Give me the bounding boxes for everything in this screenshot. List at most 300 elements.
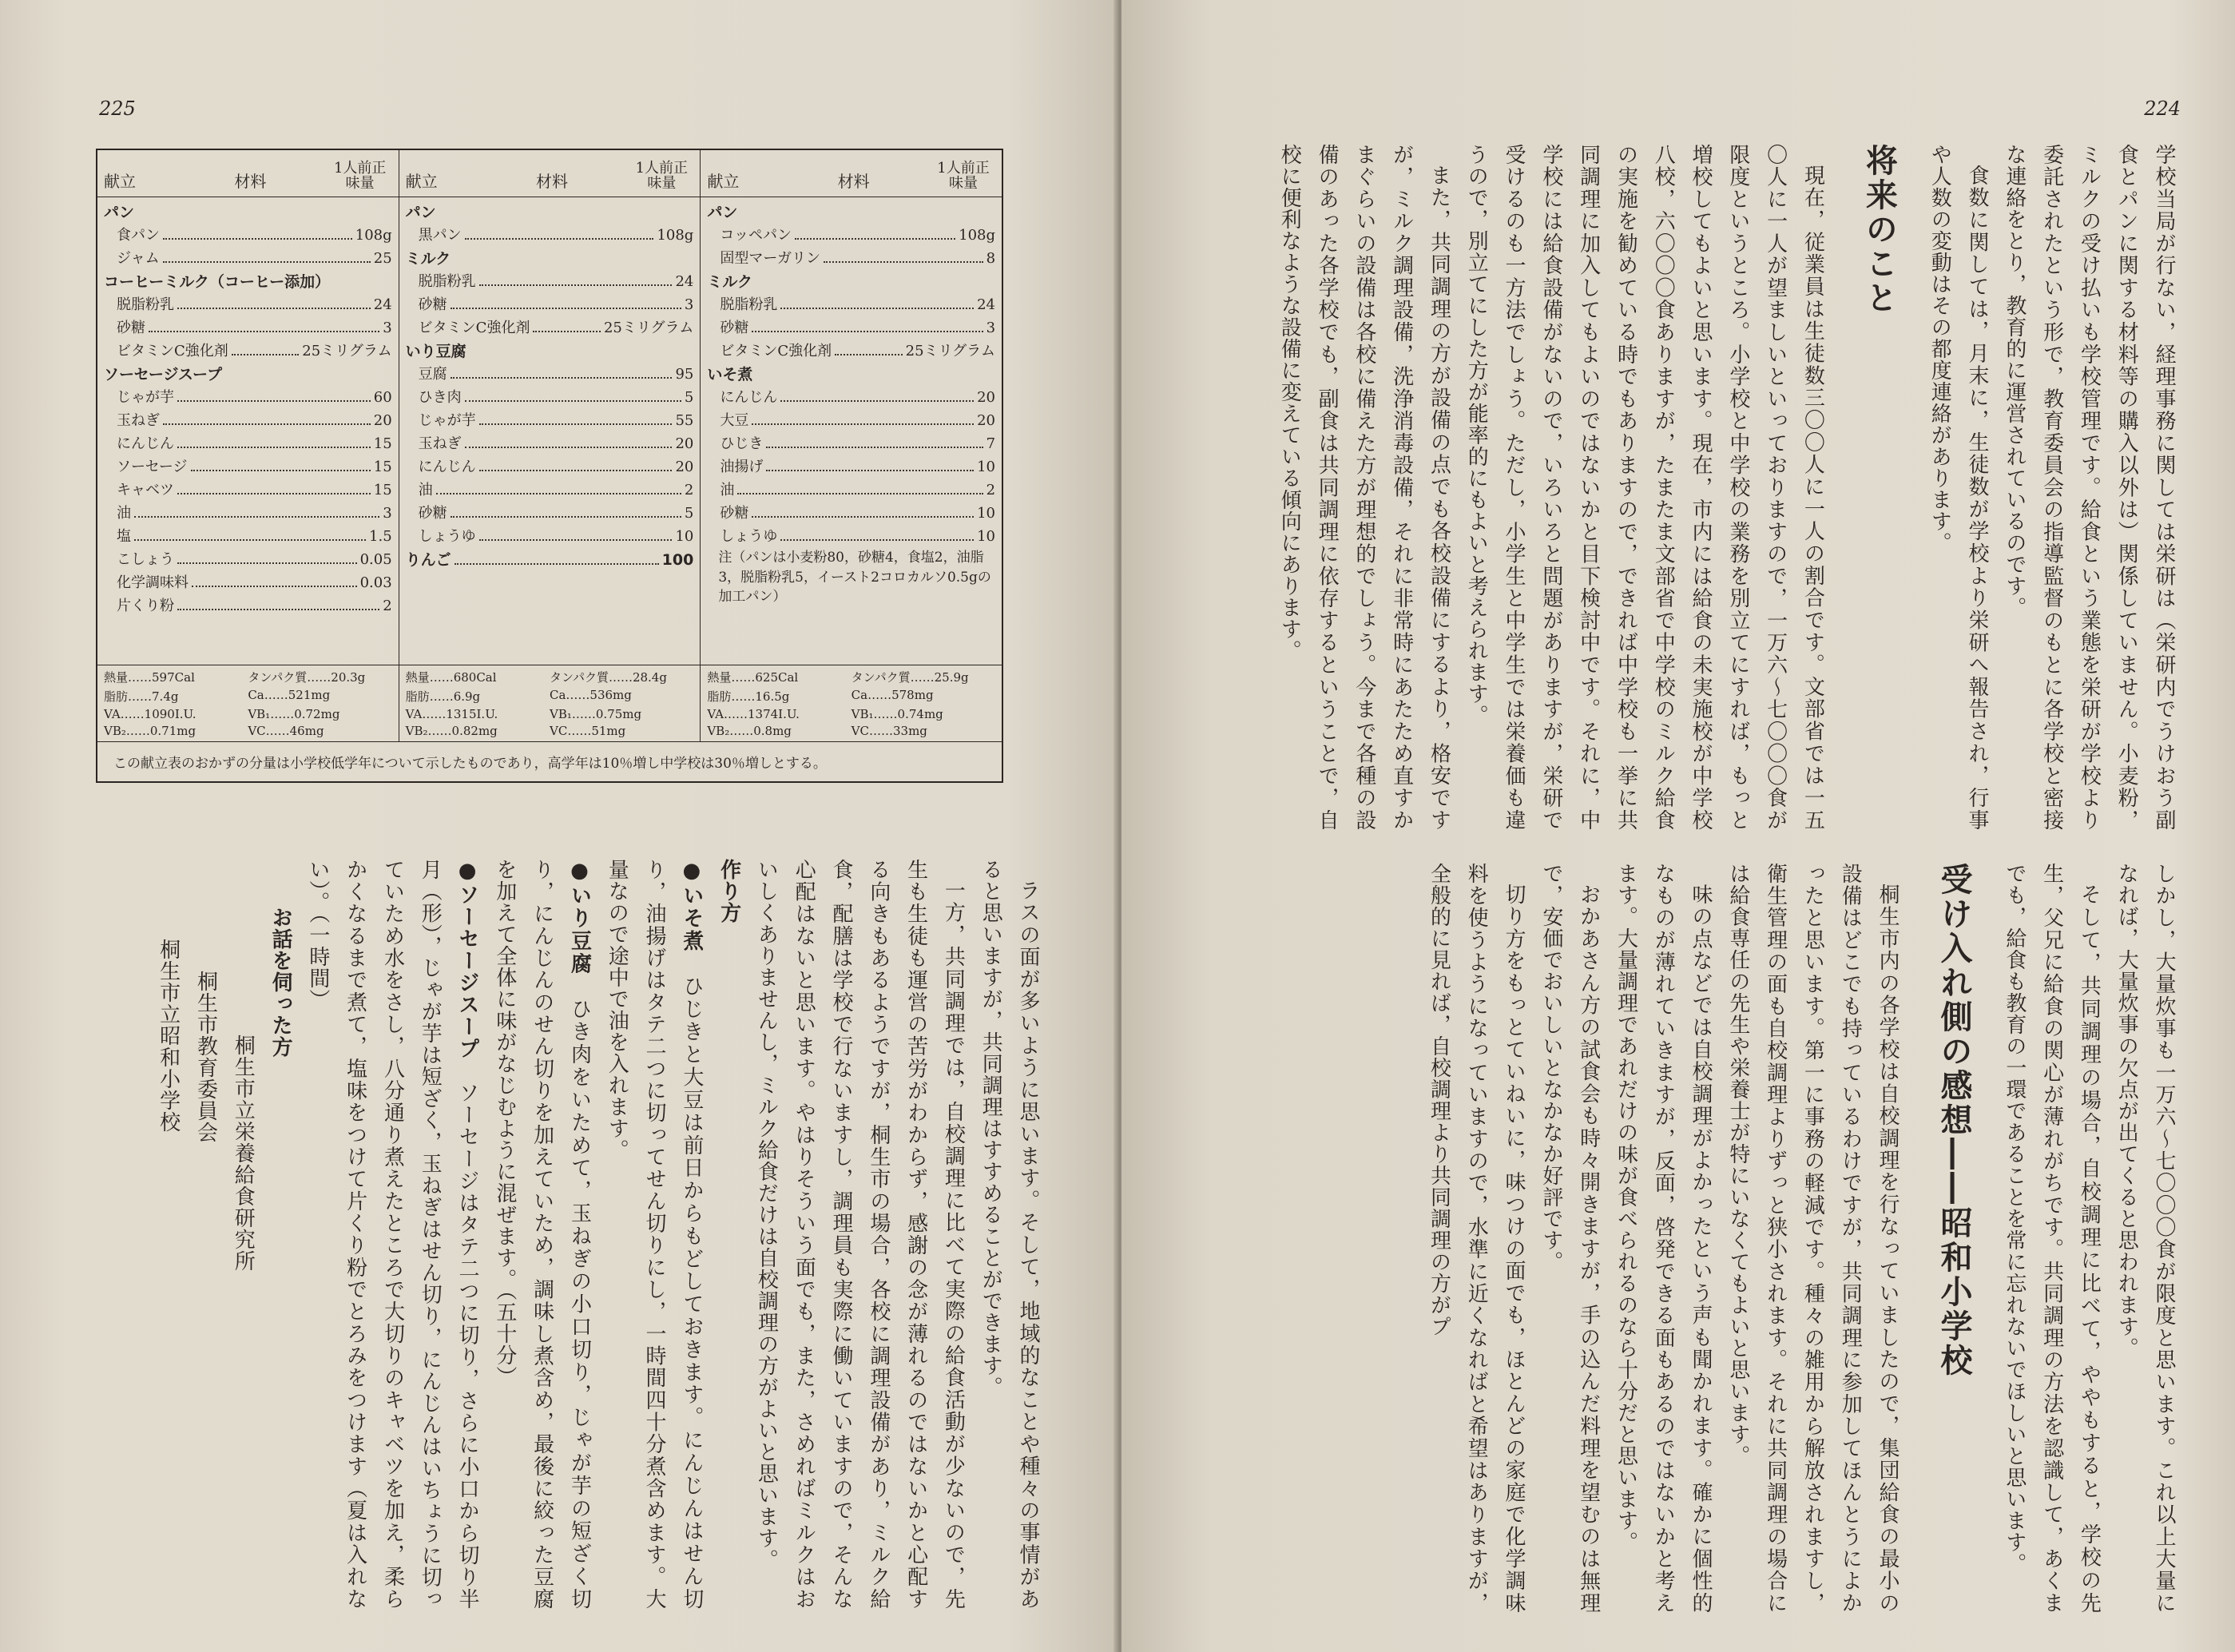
leader-dots [824,261,983,263]
ingredient-name: キャベツ [117,482,174,498]
recipe-text: ひじきと大豆は前日からもどしておきます。にんじんはせん切り，油揚げはタテ二つに切ってせん切りにし，一時間四十分煮含めます。大量なので途中で油を入れます。 [605,859,704,1610]
ingredient-name: ソーセージ [117,459,188,475]
nutrient-amount: 625Cal [755,670,799,685]
nutrient-amount: 25.9g [934,670,969,685]
ingredient-amount: 55 [675,412,694,429]
recipe-name: ●いり豆腐 [567,859,592,976]
recipe-text: ひき肉をいためて，玉ねぎの小口切り，じゃが芋の短ざく切り，にんじんのせん切りを加えていため，調味し煮含め，最後に絞った豆腐を加えて全体に味がなじむように混ぜます。（五十分） [492,859,592,1610]
ingredient-amount: 8 [986,250,996,267]
leader-dots [192,586,357,587]
left-paragraph: 一方，共同調理では，自校調理に比べて実際の給食活動が少ないので，先生も生徒も運営の苦労がわからず，感謝の念が薄れるのではないかと心配する向きもあるようですが，桐生市の場合，各校に調理設備があり，ミルク給食，配膳は学校で行ないますし，調理員も実際に働いていますので，そんな心配はないと思います。やはりそういう面でも，また，さめればミルクはおいしくありませんし，ミルク給食だけは自校調理の方がよいと思います。 [754,859,966,1610]
ingredient-name: 油 [720,482,735,498]
leader-dots [752,331,983,332]
ingredient-row [406,316,694,340]
credit-heading: お話を伺った方 [268,907,293,1058]
ingredient-row [104,502,392,525]
ingredient-name: ジャム [117,250,160,267]
leader-dots [766,470,974,471]
menu-table [96,149,1003,783]
dish-name: パン [707,204,738,221]
ingredient-name: 脱脂粉乳 [117,296,174,313]
nutrient-amount: 1374I.U. [748,707,800,721]
ingredient-row [406,386,694,409]
ingredient-row [707,316,995,340]
right-paragraph: また，共同調理の方が設備の点でも各校設備にするより，格安ですが，ミルク調理設備，洗浄消毒設備，それに非常時にあたため直すかまぐらいの設備は各校に備えた方が理想的でしょう。今まで各種の設備のあった各学校でも，副食は共同調理に依存するということで，自校に便利なような設備に変えている傾向にあります。 [1277,144,1451,831]
right-page [1121,0,2235,1652]
nutrient-amount: 7.4g [152,689,179,704]
nutrient-name: 脂肪 [707,689,732,704]
ingredient-name: ひじき [720,435,764,452]
nutrition-value: Ca……521mg [248,688,331,702]
table-footnote: この献立表のおかずの分量は小学校低学年について示したものであり，高学年は10％増し中学校は30％増しとする。 [97,741,1002,781]
nutrient-amount: 1090I.U. [144,707,197,721]
ingredient-name: 油揚げ [720,459,764,475]
leader-dots [795,238,955,240]
right-paragraph: おかあさん方の試食会も時々開きますが，手の込んだ料理を望むのは無理で，安価でおいしいとなかなか好評です。 [1538,863,1601,1614]
dish-row [104,201,392,224]
ingredient-amount: 24 [675,273,694,290]
right-paragraph: 学校当局が行ない，経理事務に関しては栄研は（栄研内でうけおう副食とパンに関する材料等の購入以外は）関係していません。小麦粉，ミルクの受け払いも学校管理です。給食という業態を栄研が学校より委託されたという形で，教育委員会の指導監督のもとに各学校と密接な連絡をとり，教育的に運営されているのです。 [2002,144,2176,831]
ingredient-row [707,409,995,432]
ingredient-name: ビタミンC強化剤 [720,343,832,359]
ingredient-name: にんじん [720,389,778,406]
ingredient-name: しょうゆ [418,528,476,545]
ingredient-row [406,502,694,525]
nutrient-amount: 0.8mg [753,724,792,738]
leader-dots [752,516,974,518]
nutrition-value: VB₁……0.75mg [550,707,642,721]
ingredient-row [104,224,392,247]
nutrient-name: 熱量 [405,670,430,685]
credit-line: 桐生市立昭和小学校 [156,939,181,1133]
ingredient-amount: 5 [684,389,694,406]
recipe-heading: 作り方 [717,859,741,923]
nutrient-name: Ca [550,688,566,702]
dish-name: ソーセージスープ [104,366,223,383]
leader-dots [479,470,673,471]
leader-dots [479,423,673,425]
dish-name: コーヒーミルク（コーヒー添加） [104,273,331,291]
leader-dots [752,423,974,425]
nutrient-name: VC [550,724,568,738]
ingredient-row [707,502,995,525]
nutrient-amount: 33mg [892,724,927,738]
dish-row [406,247,694,270]
leader-dots [163,423,371,425]
header-cell: 材料 [837,172,870,191]
recipe-iridofu [486,859,597,1610]
ingredient-amount: 108g [657,227,694,244]
leader-dots [533,331,601,332]
leader-dots [766,447,983,448]
ingredient-row [707,247,995,270]
ingredient-row [406,525,694,548]
menu-column [701,150,1002,665]
header-cell: 1人前正味量 [937,160,990,193]
ingredient-row [104,479,392,502]
ingredient-name: コッペパン [720,227,792,244]
ingredient-name: 食パン [117,227,160,244]
nutrient-amount: 0.72mg [294,707,340,721]
ingredient-amount: 25ミリグラム [603,320,694,336]
nutrition-value: VC……46mg [248,724,324,738]
ingredient-name: こしょう [117,551,174,568]
nutrient-amount: 20.3g [331,670,366,685]
ingredient-name: 玉ねぎ [418,435,462,452]
nutrient-name: VB₂ [707,724,730,738]
nutrition-block [97,665,399,741]
nutrition-value: 脂肪……6.9g [405,689,481,704]
ingredient-amount: 60 [373,389,392,406]
ingredient-name: 黒パン [418,227,462,244]
ingredient-amount: 5 [684,505,694,522]
dish-name: りんご [405,551,451,569]
ingredient-amount: 20 [675,459,694,475]
ingredient-row [406,409,694,432]
nutrient-amount: 0.82mg [451,724,498,738]
nutrition-value: Ca……578mg [851,688,934,702]
nutrition-value: VC……51mg [550,724,626,738]
dish-row [406,340,694,363]
ingredient-amount: 10 [977,505,996,522]
leader-dots [451,516,681,518]
nutrient-name: VC [248,724,266,738]
leader-dots [451,377,673,379]
nutrient-name: VA [104,707,121,721]
right-paragraph: 現在，従業員は生徒数三〇〇人に一人の割合です。文部省では一五〇人に一人が望ましいといっておりますので，一万六～七〇〇〇食が限度というところ。小学校と中学校の業務を別立てにすれば，もっと増校してもよいと思います。現在，市内には給食の未実施校が中学校八校，六〇〇〇食ありますが，たまたま文部省で中学校のミルク給食の実施を勧めている時でもありますので，できれば中学校も一挙に共同調理に加入してもよいのではないかと目下検討中です。それに，中学校には給食設備がないので，いろいろと問題がありますが，栄研で受けるのも一方法でしょう。ただし，小学生と中学生では栄養価も違うので，別立てにした方が能率的にもよいと考えられます。 [1464,144,1825,831]
nutrient-name: タンパク質 [851,670,911,685]
nutrition-value: VC……33mg [851,724,927,738]
leader-dots [163,238,352,240]
nutrient-name: Ca [851,688,868,702]
ingredient-row [406,363,694,386]
nutrient-name: 熱量 [104,670,129,685]
leader-dots [455,563,659,565]
ingredient-row [104,316,392,340]
ingredient-name: 片くり粉 [117,598,174,614]
ingredient-name: 脱脂粉乳 [720,296,778,313]
nutrition-value: 脂肪……7.4g [104,689,179,704]
ingredient-row [406,270,694,293]
ingredient-row [406,224,694,247]
ingredient-amount: 3 [684,296,694,313]
leader-dots [177,400,371,402]
ingredient-row [104,340,392,363]
header-cell: 献立 [707,172,740,191]
nutrient-name: VA [405,707,423,721]
ingredient-name: じゃが芋 [418,412,476,429]
table-header [701,150,1002,197]
nutrition-value: VB₁……0.72mg [248,707,340,721]
ingredient-amount: 15 [373,482,392,498]
nutrition-value: VB₂……0.82mg [405,724,498,738]
ingredient-name: 塩 [117,528,131,545]
ingredient-name: 砂糖 [117,320,145,336]
leader-dots [177,493,371,494]
leader-dots [451,308,681,309]
nutrient-name: VC [851,724,869,738]
menu-column [399,150,701,665]
recipe-text: ソーセージはタテ二つに切り，さらに小口から切り半月（形），じゃが芋は短ざく，玉ねぎはせん切り，にんじんはいちょうに切っていため水をさし，八分通り煮えたところで大切りのキャベツを加え，柔らかくなるまで煮て，塩味をつけて片くり粉でとろみをつけます（夏は入れない）。（一時間） [305,859,480,1610]
ingredient-amount: 3 [986,320,996,336]
dish-name: いそ煮 [707,366,753,383]
ingredient-name: 油 [117,505,131,522]
nutrition-value: 熱量……625Cal [707,670,799,685]
dish-row [406,548,694,571]
nutrition-block [701,665,1002,741]
nutrient-amount: 0.71mg [149,724,197,738]
leader-dots [177,308,371,309]
ingredient-row [104,548,392,571]
ingredient-name: 油 [418,482,433,498]
nutrient-amount: 0.74mg [897,707,943,721]
nutrition-value: Ca……536mg [550,688,632,702]
ingredient-row [406,432,694,455]
recipe-name: ●いそ煮 [679,859,704,953]
ingredient-amount: 20 [977,389,996,406]
nutrient-name: VA [707,707,724,721]
leader-dots [191,470,371,471]
nutrient-amount: 46mg [289,724,324,738]
section-heading-reception: 受け入れ側の感想――昭和小学校 [1935,863,1973,1378]
dish-row [104,363,392,386]
ingredient-row [104,293,392,316]
right-paragraph: 食数に関しては，月末に，生徒数が学校より栄研へ報告され，行事や人数の変動はその都度連絡があります。 [1927,144,1990,831]
ingredient-row [707,224,995,247]
leader-dots [163,261,371,263]
ingredient-amount: 25 [373,250,392,267]
nutrient-amount: 1315I.U. [446,707,498,721]
leader-dots [835,354,903,355]
ingredient-amount: 10 [977,459,996,475]
ingredient-amount: 10 [977,528,996,545]
right-paragraph: しかし，大量炊事も一万六～七〇〇〇食が限度と思います。これ以上大量になれば，大量炊事の欠点が出てくると思われます。 [2114,863,2176,1614]
ingredient-row [707,386,995,409]
ingredient-name: 砂糖 [418,505,447,522]
header-cell: 材料 [536,172,568,191]
ingredient-name: 玉ねぎ [117,412,160,429]
nutrition-value: 脂肪……16.5g [707,689,790,704]
ingredient-row [104,571,392,594]
nutrition-value: VB₂……0.8mg [707,724,792,738]
leader-dots [134,516,379,518]
ingredient-amount: 7 [986,435,996,452]
nutrient-name: 熱量 [707,670,732,685]
ingredient-row [104,247,392,270]
nutrition-value: VA……1315I.U. [405,707,498,721]
ingredient-name: しょうゆ [720,528,778,545]
nutrition-value: VB₁……0.74mg [851,707,943,721]
ingredient-amount: 1.5 [369,528,392,545]
dish-name: ミルク [405,250,451,268]
ingredient-row [104,409,392,432]
ingredient-row [104,455,392,479]
header-cell: 1人前正味量 [333,160,387,193]
ingredient-amount: 2 [383,598,392,614]
right-paragraph: そして，共同調理の場合，自校調理に比べて，ややもすると，学校の先生，父兄に給食の関心が薄れがちです。共同調理の方法を認識して，あくまでも，給食も教育の一環であることを常に忘れないでほしいと思います。 [2002,863,2102,1614]
ingredient-name: 大豆 [720,412,749,429]
ingredient-row [406,293,694,316]
nutrient-amount: 28.4g [632,670,667,685]
nutrition-value: VB₂……0.71mg [104,724,197,738]
leader-dots [465,447,673,448]
ingredient-name: 脱脂粉乳 [418,273,476,290]
ingredient-row [707,340,995,363]
header-cell: 献立 [104,172,136,191]
ingredient-amount: 95 [675,366,694,383]
ingredient-row [707,479,995,502]
right-paragraph: 切り方をもっとていねいに，味つけの面でも，ほとんどの家庭で化学調味料を使うようになっていますので，水準に近くなればと希望はありますが，全般的に見れば，自校調理より共同調理の方がプ [1427,863,1526,1614]
leader-dots [134,539,366,541]
ingredient-name: にんじん [117,435,174,452]
ingredient-amount: 24 [373,296,392,313]
right-paragraph: 味の点などでは自校調理がよかったという声も聞かれます。確かに個性的なものが薄れていきますが，反面，啓発できる面もあるのではないかと考えます。大量調理であれだけの味が食べられるのなら十分だと思います。 [1614,863,1713,1614]
right-page-number: 224 [2144,97,2181,120]
nutrient-amount: 597Cal [152,670,195,685]
ingredient-row [707,293,995,316]
ingredient-amount: 10 [675,528,694,545]
table-header [399,150,701,197]
nutrition-value: 熱量……680Cal [405,670,497,685]
leader-dots [780,400,974,402]
nutrient-name: Ca [248,688,264,702]
ingredient-name: 砂糖 [720,505,749,522]
recipe-name: ●ソーセージスープ [455,859,480,1060]
leader-dots [149,331,379,332]
nutrient-amount: 536mg [590,688,632,702]
dish-name: いり豆腐 [405,343,466,360]
section-heading-future: 将来のこと [1860,144,1898,316]
nutrient-name: タンパク質 [550,670,609,685]
ingredient-amount: 15 [373,435,392,452]
table-note: 注（パンは小麦粉80，砂糖4，食塩2，油脂3，脱脂粉乳5，イースト2コロカルソ0.5gの加工パン） [718,550,991,606]
left-body-text [156,859,1046,1610]
header-cell: 材料 [234,172,267,191]
leader-dots [479,284,673,286]
nutrient-amount: 578mg [891,688,934,702]
ingredient-amount: 25ミリグラム [905,343,996,359]
ingredient-row [406,455,694,479]
ingredient-amount: 20 [977,412,996,429]
recipe-sausage-soup [299,859,486,1610]
ingredient-name: ビタミンC強化剤 [117,343,228,359]
header-cell: 1人前正味量 [635,160,689,193]
ingredient-row [104,432,392,455]
dish-row [707,270,995,293]
ingredient-name: 固型マーガリン [720,250,820,267]
leader-dots [465,238,654,240]
dish-name: パン [104,204,135,221]
ingredient-amount: 25ミリグラム [302,343,392,359]
ingredient-amount: 3 [383,505,392,522]
nutrient-amount: 51mg [591,724,626,738]
leader-dots [177,447,371,448]
nutrition-value: タンパク質……25.9g [851,670,969,685]
dish-name: パン [405,204,436,221]
ingredient-name: じゃが芋 [117,389,174,406]
nutrient-amount: 680Cal [453,670,497,685]
ingredient-amount: 108g [355,227,392,244]
nutrient-name: VB₁ [248,707,271,721]
header-cell: 献立 [405,172,438,191]
ingredient-amount: 0.03 [359,574,392,591]
nutrient-amount: 6.9g [453,689,481,704]
nutrient-name: VB₁ [550,707,572,721]
nutrition-value: 熱量……597Cal [104,670,195,685]
ingredient-row [707,525,995,548]
dish-row [104,270,392,293]
ingredient-row [104,386,392,409]
ingredient-amount: 2 [684,482,694,498]
ingredient-name: 豆腐 [418,366,447,383]
leader-dots [780,539,974,541]
ingredient-amount: 3 [383,320,392,336]
nutrient-amount: 16.5g [755,689,790,704]
nutrient-name: VB₂ [405,724,428,738]
leader-dots [737,493,983,494]
ingredient-row [707,432,995,455]
right-bottom-text [1200,863,2182,1614]
ingredient-amount: 20 [373,412,392,429]
menu-column [97,150,399,665]
ingredient-name: 砂糖 [720,320,749,336]
dish-name: ミルク [707,273,752,291]
ingredient-row [104,594,392,618]
leader-dots [479,539,673,541]
leader-dots [436,493,681,494]
nutrient-amount: 521mg [288,688,331,702]
ingredient-amount: 100 [661,551,694,569]
nutrient-name: タンパク質 [248,670,308,685]
dish-row [707,363,995,386]
nutrient-name: 脂肪 [104,689,129,704]
nutrition-value: VA……1374I.U. [707,707,800,721]
dish-row [707,201,995,224]
ingredient-amount: 15 [373,459,392,475]
nutrition-block [399,665,701,741]
ingredient-row [406,479,694,502]
table-header [97,150,399,197]
credit-line: 桐生市教育委員会 [193,971,218,1143]
credit-line: 桐生市立栄養給食研究所 [231,1034,256,1272]
nutrient-name: 脂肪 [405,689,430,704]
nutrition-value: VA……1090I.U. [104,707,197,721]
ingredient-name: にんじん [418,459,476,475]
left-paragraph: ラスの面が多いように思います。そして，地域的なことや種々の事情があると思いますが，共同調理はすすめることができます。 [979,859,1040,1610]
ingredient-row [104,525,392,548]
ingredient-name: 化学調味料 [117,574,189,591]
dish-row [406,201,694,224]
leader-dots [177,609,379,610]
nutrient-name: VB₂ [104,724,126,738]
leader-dots [177,562,357,564]
right-paragraph: 桐生市内の各学校は自校調理を行なっていましたので，集団給食の最小の設備はどこでも持っているわけですが，共同調理に参加してほんとうによかったと思います。第一に事務の軽減です。種々の雑用から解放されますし，衛生管理の面も自校調理よりずっと狭小されます。それに共同調理の場合には給食専任の先生や栄養士が特にいなくてもよいと思います。 [1725,863,1900,1614]
ingredient-amount: 2 [986,482,996,498]
right-top-text [1200,144,2182,831]
ingredient-amount: 24 [977,296,996,313]
leader-dots [232,354,300,355]
ingredient-amount: 20 [675,435,694,452]
leader-dots [780,308,974,309]
ingredient-amount: 108g [959,227,996,244]
nutrition-value: タンパク質……28.4g [550,670,667,685]
ingredient-name: ひき肉 [418,389,462,406]
ingredient-name: 砂糖 [418,296,447,313]
nutrition-value: タンパク質……20.3g [248,670,366,685]
left-page-number: 225 [99,97,136,120]
nutrient-amount: 0.75mg [595,707,642,721]
leader-dots [465,400,681,402]
